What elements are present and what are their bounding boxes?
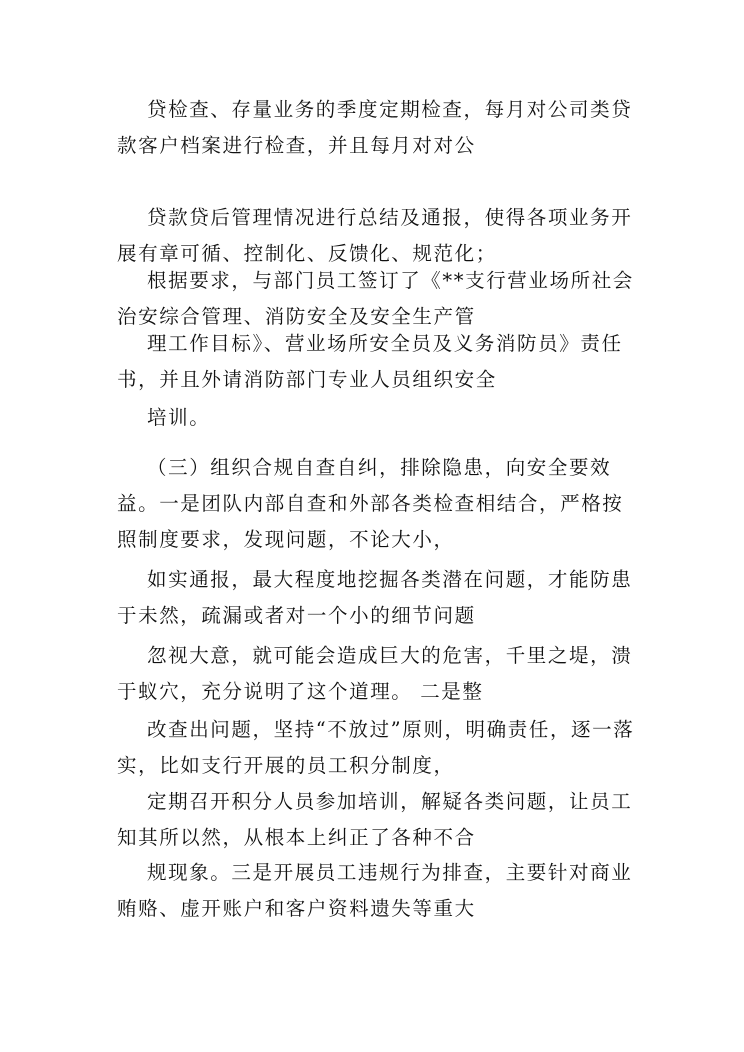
paragraph-7: 如实通报，最大程度地挖掘各类潜在问题，才能防患于未然，疏漏或者对一个小的细节问题 [117, 568, 633, 627]
paragraph-2: 贷款贷后管理情况进行总结及通报，使得各项业务开展有章可循、控制化、反馈化、规范化； [117, 206, 633, 265]
paragraph-11: 规现象。三是开展员工违规行为排查，主要针对商业贿赂、虚开账户和客户资料遗失等重大 [117, 861, 633, 920]
paragraph-1: 贷检查、存量业务的季度定期检查，每月对公司类贷款客户档案进行检查，并且每月对对公 [117, 98, 633, 157]
paragraph-5: 培训。 [147, 406, 211, 429]
paragraph-3: 根据要求，与部门员工签订了《**支行营业场所社会治安综合管理、消防安全及安全生产管 [117, 269, 634, 328]
paragraph-8: 忽视大意，就可能会造成巨大的危害，千里之堤，溃于蚁穴，充分说明了这个道理。 二是整 [117, 644, 633, 703]
paragraph-10: 定期召开积分人员参加培训，解疑各类问题，让员工知其所以然，从根本上纠正了各种不合 [117, 790, 633, 849]
paragraph-9: 改查出问题，坚持“不放过”原则，明确责任，逐一落实，比如支行开展的员工积分制度， [117, 718, 635, 777]
paragraph-6: （三）组织合规自查自纠，排除隐患，向安全要效益。一是团队内部自查和外部各类检查相结合，严格按照制度要求，发现问题，不论大小， [117, 456, 624, 551]
paragraph-4: 理工作目标》、营业场所安全员及义务消防员》责任书，并且外请消防部门专业人员组织安全 [117, 332, 623, 391]
